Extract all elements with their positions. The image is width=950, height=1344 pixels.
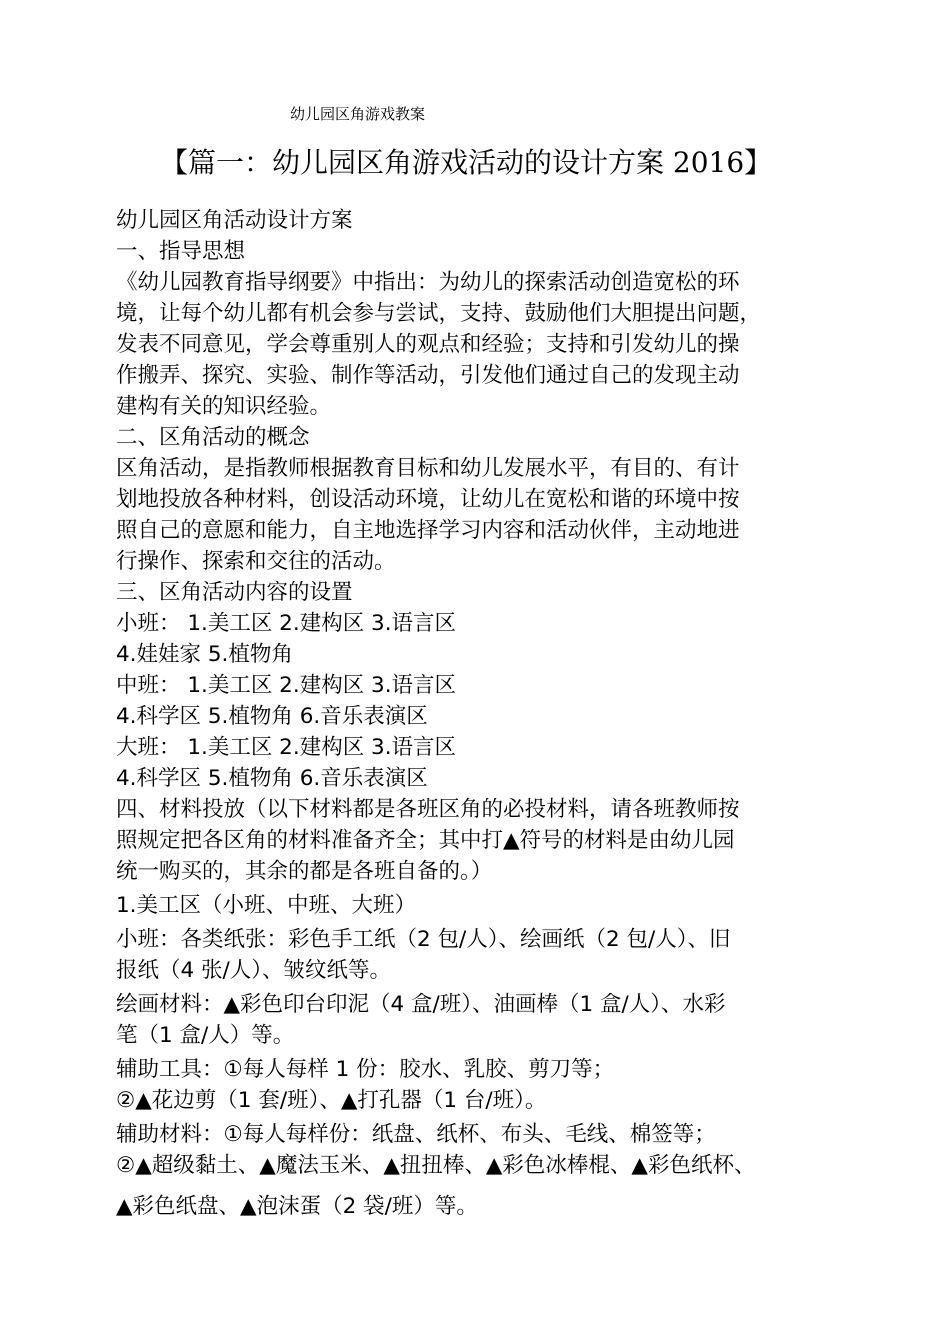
paragraph-line: 划地投放各种材料，创设活动环境，让幼儿在宽松和谐的环境中按	[116, 487, 740, 512]
subsection-heading: 1.美工区（小班、中班、大班）	[116, 893, 417, 918]
paragraph-line: ②▲超级黏土、▲魔法玉米、▲扭扭棒、▲彩色冰棒棍、▲彩色纸杯、	[116, 1153, 756, 1178]
list-line: 4.科学区 5.植物角 6.音乐表演区	[116, 704, 428, 729]
section-heading: 二、区角活动的概念	[116, 425, 310, 450]
paragraph-line: 报纸（4 张/人）、皱纹纸等。	[116, 958, 392, 983]
document-body	[116, 205, 856, 1222]
paragraph-line: 发表不同意见，学会尊重别人的观点和经验；支持和引发幼儿的操	[116, 332, 740, 357]
section-heading: 四、材料投放（以下材料都是各班区角的必投材料，请各班教师按	[116, 797, 740, 822]
paragraph-line: 建构有关的知识经验。	[116, 394, 332, 419]
paragraph-line: ②▲花边剪（1 套/班）、▲打孔器（1 台/班）。	[116, 1088, 547, 1113]
paragraph-line: 《幼儿园教育指导纲要》中指出：为幼儿的探索活动创造宽松的环	[116, 270, 740, 295]
document-title: 【篇一：幼儿园区角游戏活动的设计方案 2016】	[160, 146, 773, 179]
paragraph-line: 小班：各类纸张：彩色手工纸（2 包/人）、绘画纸（2 包/人）、旧	[116, 927, 731, 952]
list-line: 中班： 1.美工区 2.建构区 3.语言区	[116, 673, 457, 698]
section-heading: 一、指导思想	[116, 239, 246, 264]
paragraph-line: 辅助材料：①每人每样份：纸盘、纸杯、布头、毛线、棉签等；	[116, 1122, 716, 1147]
paragraph-line: 作搬弄、探究、实验、制作等活动，引发他们通过自己的发现主动	[116, 363, 740, 388]
section-heading: 三、区角活动内容的设置	[116, 580, 353, 605]
list-line: 小班： 1.美工区 2.建构区 3.语言区	[116, 611, 457, 636]
paragraph-line: 区角活动，是指教师根据教育目标和幼儿发展水平，有目的、有计	[116, 456, 740, 481]
paragraph-line: 照规定把各区角的材料准备齐全；其中打▲符号的材料是由幼儿园	[116, 828, 735, 853]
list-line: 4.娃娃家 5.植物角	[116, 642, 293, 667]
paragraph-line: 行操作、探索和交往的活动。	[116, 549, 396, 574]
paragraph-line: 绘画材料：▲彩色印台印泥（4 盒/班）、油画棒（1 盒/人）、水彩	[116, 992, 726, 1017]
list-line: 大班： 1.美工区 2.建构区 3.语言区	[116, 735, 457, 760]
paragraph-line: 笔（1 盒/人）等。	[116, 1023, 295, 1048]
page-header: 幼儿园区角游戏教案	[290, 105, 426, 123]
paragraph-line: 境，让每个幼儿都有机会参与尝试，支持、鼓励他们大胆提出问题，	[116, 301, 762, 326]
paragraph-line: ▲彩色纸盘、▲泡沫蛋（2 袋/班）等。	[116, 1194, 478, 1219]
paragraph-line: 统一购买的，其余的都是各班自备的。）	[116, 859, 493, 884]
paragraph-line: 辅助工具：①每人每样 1 份：胶水、乳胶、剪刀等；	[116, 1057, 615, 1082]
section-heading: 幼儿园区角活动设计方案	[116, 208, 353, 233]
list-line: 4.科学区 5.植物角 6.音乐表演区	[116, 766, 428, 791]
paragraph-line: 照自己的意愿和能力，自主地选择学习内容和活动伙伴，主动地进	[116, 518, 740, 543]
